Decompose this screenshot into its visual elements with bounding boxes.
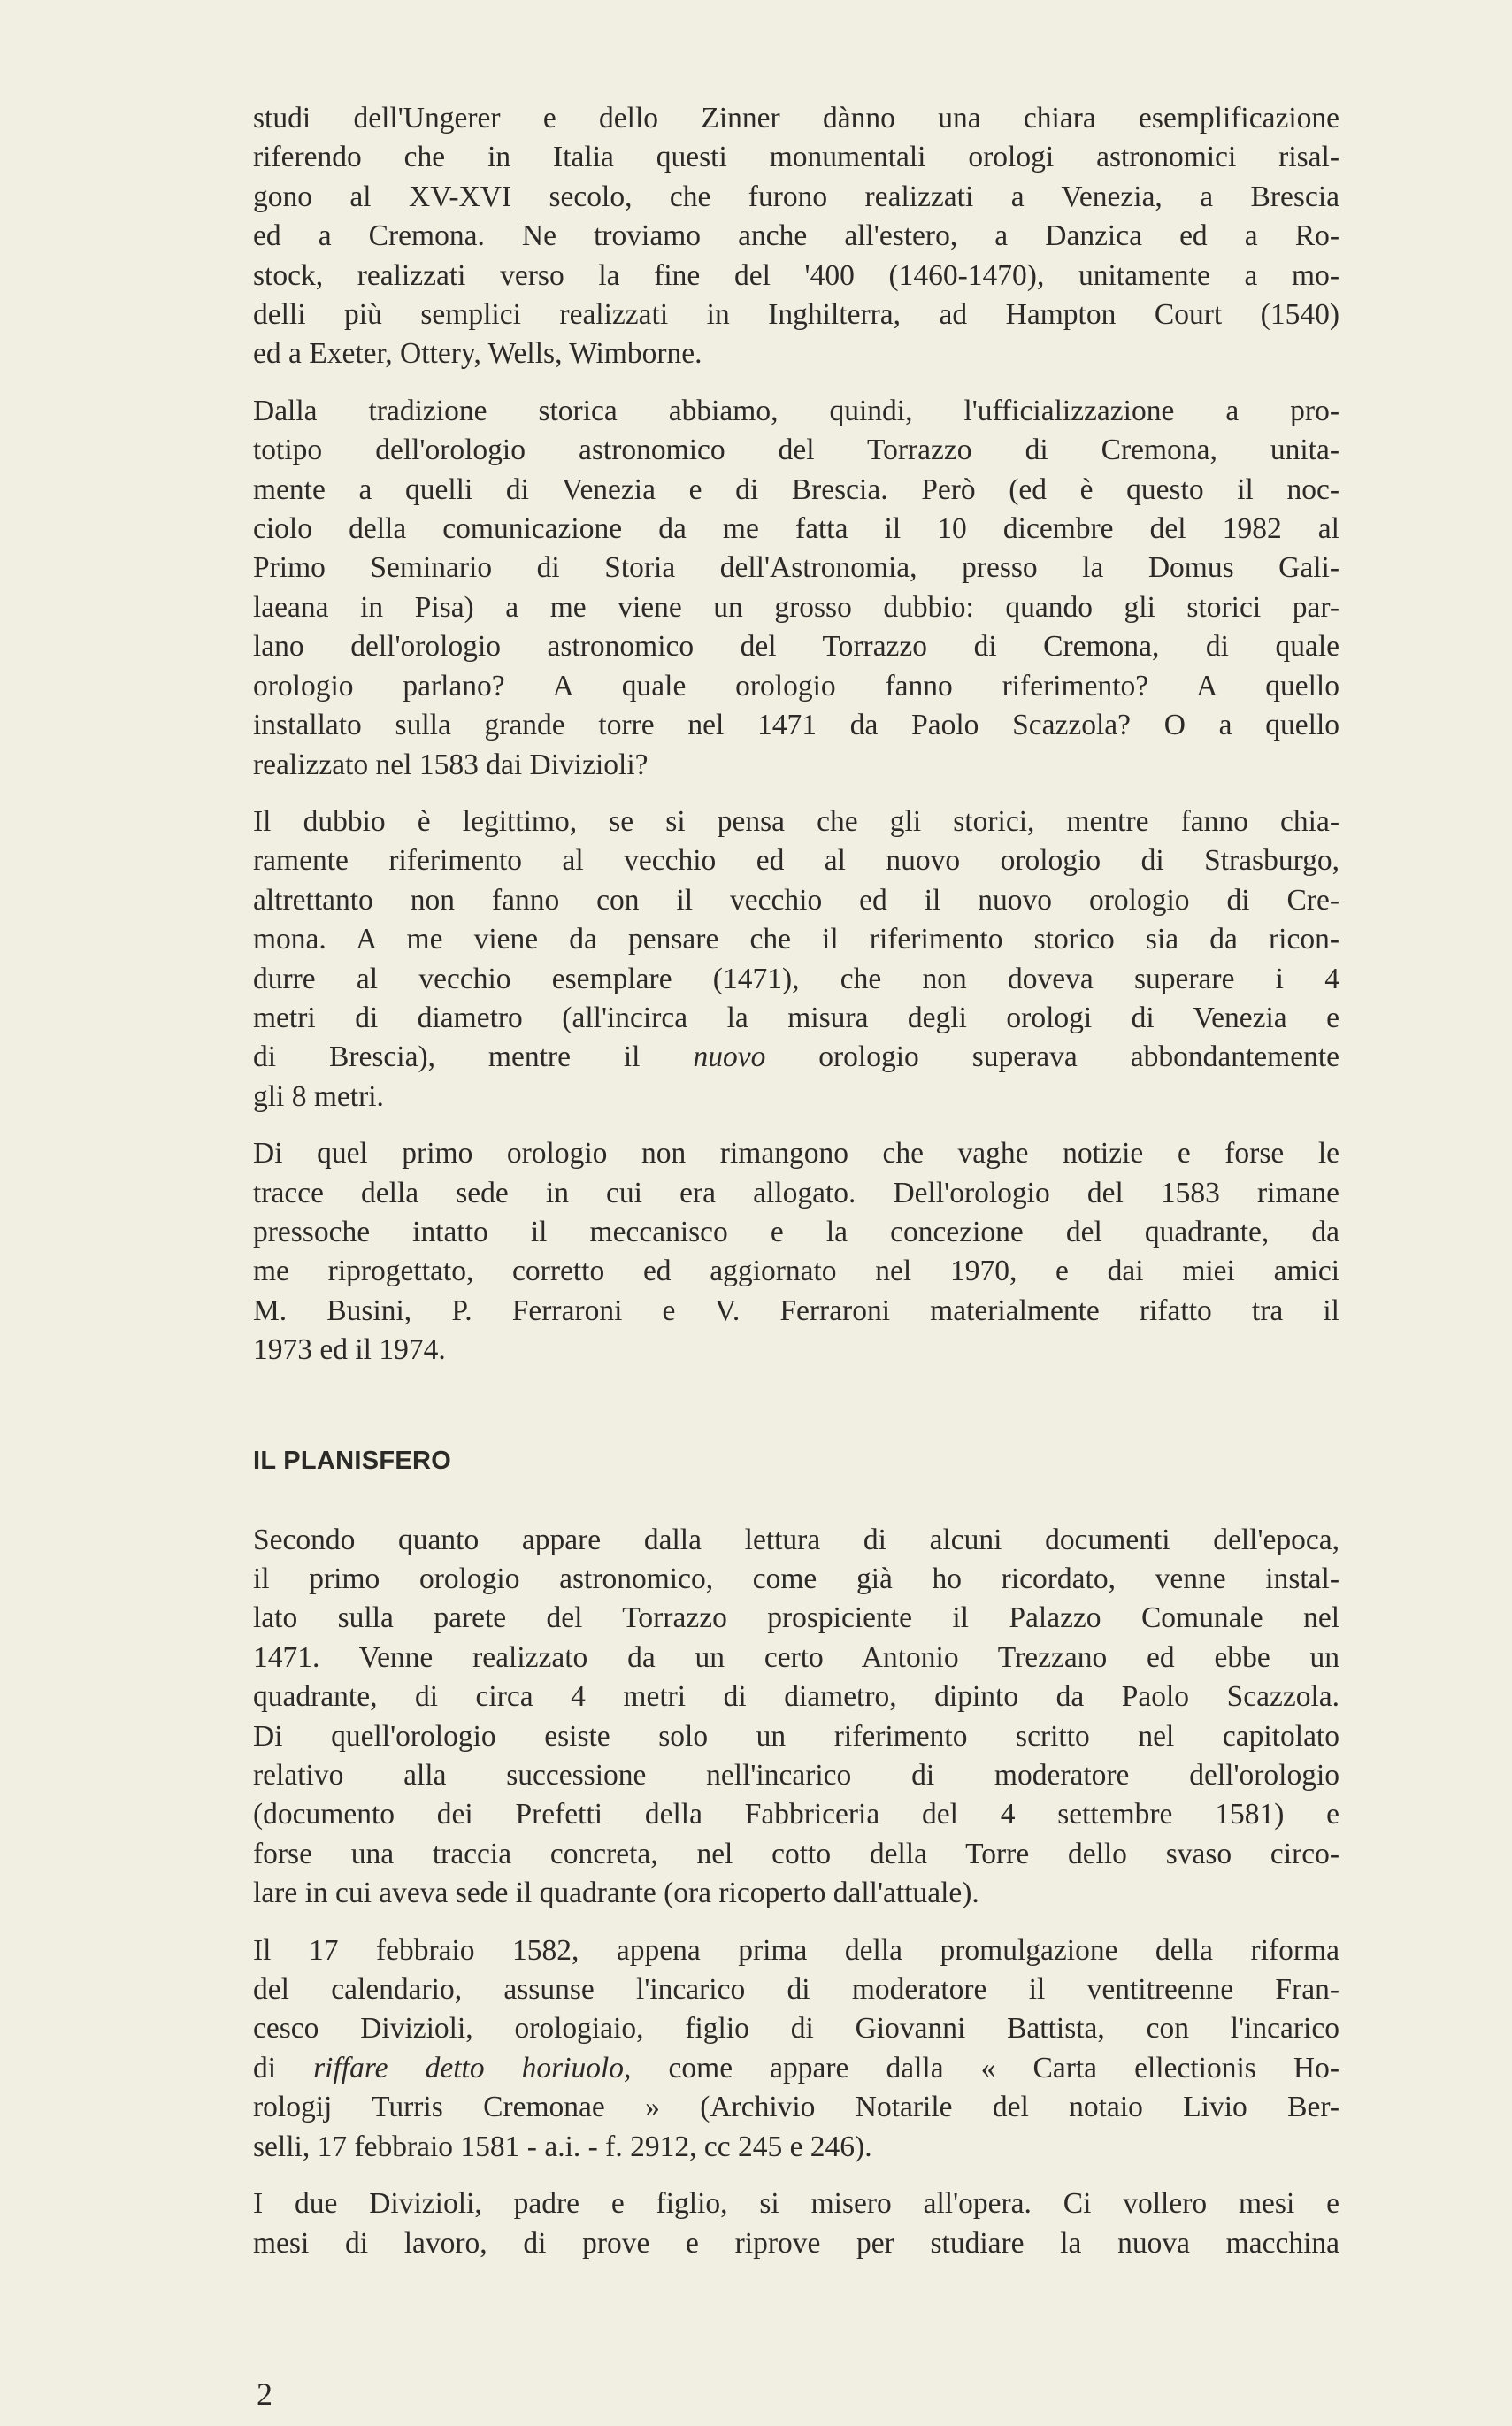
page-body <box>253 99 1339 2281</box>
text-line: Il 17 febbraio 1582, appena prima della promulgazione della riforma <box>253 1933 1339 1967</box>
text-line: gono al XV-XVI secolo, che furono realizzati a Venezia, a Brescia <box>253 180 1339 213</box>
text-line: mente a quelli di Venezia e di Brescia. Però (ed è questo il noc- <box>253 472 1339 506</box>
paragraph-divizioli <box>253 1931 1339 2167</box>
text-line: Di quel primo orologio non rimangono che vaghe notizie e forse le <box>253 1137 1339 1171</box>
text-line: 1471. Venne realizzato da un certo Antonio Trezzano ed ebbe un <box>253 1640 1339 1674</box>
text-line: lare in cui aveva sede il quadrante (ora ricoperto dall'attuale). <box>253 1877 979 1910</box>
text-line: Secondo quanto appare dalla lettura di alcuni documenti dell'epoca, <box>253 1523 1339 1556</box>
text-line: ramente riferimento al vecchio ed al nuovo orologio di Strasburgo, <box>253 844 1339 878</box>
text-line: orologio parlano? A quale orologio fanno riferimento? A quello <box>253 669 1339 702</box>
text-line: studi dell'Ungerer e dello Zinner dànno una chiara esemplificazione <box>253 102 1339 134</box>
text-line: pressoche intatto il meccanisco e la concezione del quadrante, da <box>253 1215 1339 1248</box>
text-line: lato sulla parete del Torrazzo prospiciente il Palazzo Comunale nel <box>253 1601 1339 1635</box>
paragraph-work <box>253 2184 1339 2263</box>
text-line: metri di diametro (all'incirca la misura degli orologi di Venezia e <box>253 1001 1339 1034</box>
paragraph-tradition <box>253 392 1339 785</box>
text-line: rologij Turris Cremonae » (Archivio Notarile del notaio Livio Ber- <box>253 2091 1339 2124</box>
text-line: mesi di lavoro, di prove e riprove per studiare la nuova macchina <box>253 2226 1339 2260</box>
text-line: installato sulla grande torre nel 1471 da Paolo Scazzola? O a quello <box>253 709 1339 742</box>
text-segment: orologio superava abbondantemente <box>765 1040 1339 1074</box>
text-line <box>253 1038 1339 1077</box>
paragraph-first-clock <box>253 1134 1339 1370</box>
text-line: quadrante, di circa 4 metri di diametro, dipinto da Paolo Scazzola. <box>253 1680 1339 1714</box>
text-line <box>253 2049 1339 2088</box>
text-line: laeana in Pisa) a me viene un grosso dubbio: quando gli storici par- <box>253 590 1339 624</box>
text-line: selli, 17 febbraio 1581 - a.i. - f. 2912, cc 245 e 246). <box>253 2130 872 2163</box>
text-line: Dalla tradizione storica abbiamo, quindi, l'ufficializzazione a pro- <box>253 394 1339 427</box>
text-line: ciolo della comunicazione da me fatta il 10 dicembre del 1982 al <box>253 512 1339 546</box>
section-heading: IL PLANISFERO <box>253 1446 452 1475</box>
text-line: mona. A me viene da pensare che il riferimento storico sia da ricon- <box>253 923 1339 956</box>
text-line: Di quell'orologio esiste solo un riferimento scritto nel capitolato <box>253 1719 1339 1753</box>
text-line: Il dubbio è legittimo, se si pensa che gli storici, mentre fanno chia- <box>253 804 1339 838</box>
paragraph-intro <box>253 99 1339 374</box>
page-number: 2 <box>257 2376 272 2412</box>
text-line: tracce della sede in cui era allogato. Dell'orologio del 1583 rimane <box>253 1176 1339 1209</box>
text-segment: come appare dalla « Carta ellectionis Ho- <box>631 2051 1339 2084</box>
italic-term: riffare detto horiuolo, <box>313 2051 632 2084</box>
text-line: stock, realizzati verso la fine del '400 (1460-1470), unitamente a mo- <box>253 258 1339 292</box>
text-line: (documento dei Prefetti della Fabbriceria del 4 settembre 1581) e <box>253 1798 1339 1831</box>
text-line: gli 8 metri. <box>253 1079 384 1113</box>
text-line: ed a Exeter, Ottery, Wells, Wimborne. <box>253 337 702 371</box>
text-line: delli più semplici realizzati in Inghilterra, ad Hampton Court (1540) <box>253 298 1339 332</box>
text-line: I due Divizioli, padre e figlio, si misero all'opera. Ci vollero mesi e <box>253 2187 1339 2221</box>
text-line: totipo dell'orologio astronomico del Torrazzo di Cremona, unita- <box>253 434 1339 467</box>
text-line: me riprogettato, corretto ed aggiornato nel 1970, e dai miei amici <box>253 1255 1339 1288</box>
text-line: lano dell'orologio astronomico del Torrazzo di Cremona, di quale <box>253 630 1339 664</box>
text-segment: di Brescia), mentre il <box>253 1040 694 1074</box>
text-line: durre al vecchio esemplare (1471), che non doveva superare i 4 <box>253 962 1339 995</box>
italic-term: nuovo <box>693 1040 766 1074</box>
text-line: realizzato nel 1583 dai Divizioli? <box>253 748 649 781</box>
text-line: cesco Divizioli, orologiaio, figlio di Giovanni Battista, con l'incarico <box>253 2012 1339 2046</box>
text-line: Primo Seminario di Storia dell'Astronomia, presso la Domus Gali- <box>253 551 1339 585</box>
text-line: riferendo che in Italia questi monumentali orologi astronomici risal- <box>253 141 1339 174</box>
text-line: altrettanto non fanno con il vecchio ed il nuovo orologio di Cre- <box>253 883 1339 917</box>
text-line: il primo orologio astronomico, come già ho ricordato, venne instal- <box>253 1562 1339 1595</box>
paragraph-doubt <box>253 802 1339 1117</box>
text-segment: di <box>253 2051 314 2084</box>
text-line: 1973 ed il 1974. <box>253 1333 446 1367</box>
paragraph-planisphere <box>253 1521 1339 1914</box>
text-line: del calendario, assunse l'incarico di moderatore il ventitreenne Fran- <box>253 1973 1339 2007</box>
text-line: M. Busini, P. Ferraroni e V. Ferraroni materialmente rifatto tra il <box>253 1294 1339 1327</box>
text-line: ed a Cremona. Ne troviamo anche all'estero, a Danzica ed a Ro- <box>253 219 1339 253</box>
text-line: relativo alla successione nell'incarico di moderatore dell'orologio <box>253 1759 1339 1793</box>
text-line: forse una traccia concreta, nel cotto della Torre dello svaso circo- <box>253 1837 1339 1870</box>
